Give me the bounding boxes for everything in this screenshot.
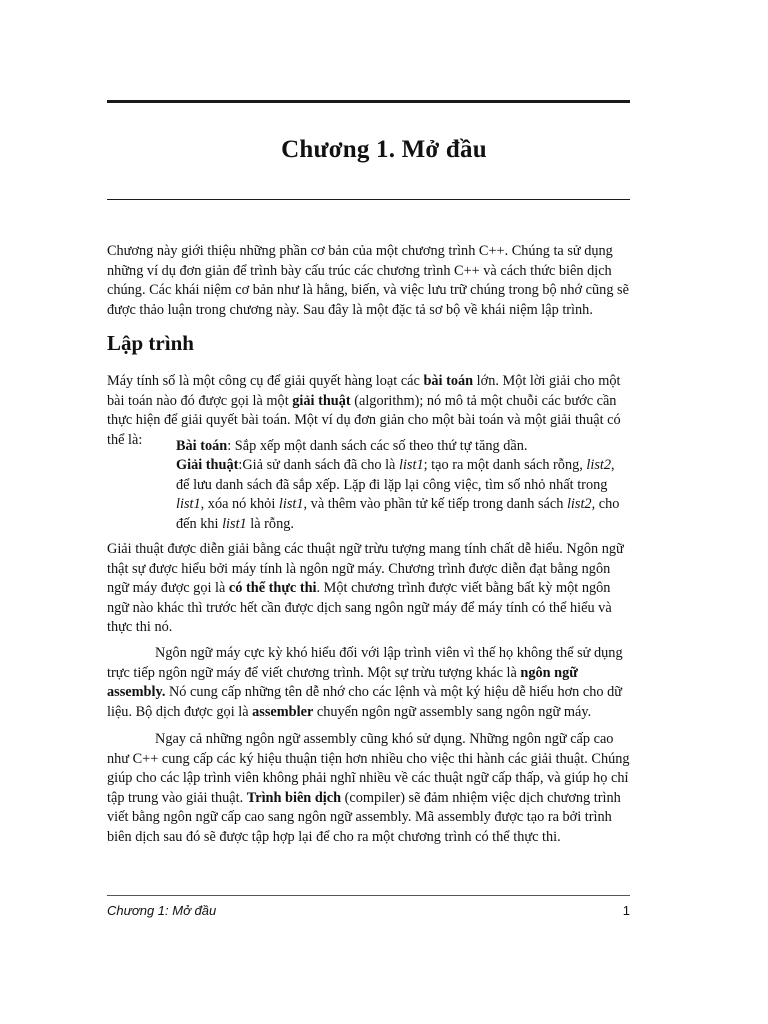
- section-title: Lập trình: [107, 331, 194, 355]
- header-rule-top: [107, 100, 630, 103]
- algorithm-definition: Giải thuật:Giả sử danh sách đã cho là list1; tạo ra một danh sách rỗng, list2, để lưu danh sách đã sắp xếp. Lặp đi lặp lại công việc, tìm số nhỏ nhất trong list1, xóa nó khỏi list1, và thêm vào phần tử kế tiếp trong danh sách list2, cho đến khi list1 là rỗng.: [176, 457, 620, 532]
- problem-definition: Bài toán: Sắp xếp một danh sách các số theo thứ tự tăng dần.: [176, 438, 528, 454]
- footer-page-number: 1: [622, 903, 630, 918]
- algorithm-expression-paragraph: Giải thuật được diễn giải bằng các thuật ngữ trừu tượng mang tính chất dễ hiểu. Ngôn ngữ thật sự được hiểu bởi máy tính là ngôn ngữ máy. Chương trình được diễn đạt bằng ngôn ngữ máy được gọi là có thể thực thi. Một chương trình được viết bằng bất kỳ một ngôn ngữ nào khác thì trước hết cần được dịch sang ngôn ngữ máy để máy tính có thể hiểu và thực thi nó.: [107, 541, 624, 636]
- header-rule-bottom: [107, 199, 630, 200]
- machine-paragraph: Máy tính số là một công cụ để giải quyết hàng loạt các bài toán lớn. Một lời giải cho một bài toán nào đó được gọi là một giải thuật (algorithm); nó mô tả một chuỗi các bước cần thực hiện để giải quyết bài toán. Một ví dụ đơn giản cho một bài toán và một giải thuật có thể là:: [107, 373, 621, 448]
- machine-language-paragraph: Ngôn ngữ máy cực kỳ khó hiểu đối với lập trình viên vì thế họ không thể sử dụng trực tiếp ngôn ngữ máy để viết chương trình. Một sự trừu tượng khác là ngôn ngữ assembly. Nó cung cấp những tên dễ nhớ cho các lệnh và một ký hiệu dễ hiểu hơn cho dữ liệu. Bộ dịch được gọi là assembler chuyển ngôn ngữ assembly sang ngôn ngữ máy.: [107, 645, 623, 720]
- high-level-language-paragraph: Ngay cả những ngôn ngữ assembly cũng khó sử dụng. Những ngôn ngữ cấp cao như C++ cung cấp các ký hiệu thuận tiện hơn nhiều cho việc thi hành các giải thuật. Chúng giúp cho các lập trình viên không phải nghĩ nhiều về các thuật ngữ cấp thấp, và giúp họ chỉ tập trung vào giải thuật. Trình biên dịch (compiler) sẽ đảm nhiệm việc dịch chương trình viết bằng ngôn ngữ cấp cao sang ngôn ngữ assembly. Mã assembly được tạo ra bởi trình biên dịch sau đó sẽ được tập hợp lại để cho ra một chương trình có thể thực thi.: [107, 731, 630, 845]
- footer-chapter-label: Chương 1: Mở đầu: [107, 903, 217, 918]
- intro-paragraph: Chương này giới thiệu những phần cơ bản của một chương trình C++. Chúng ta sử dụng những ví dụ đơn giản để trình bày cấu trúc các chương trình C++ và cách thức biên dịch chúng. Các khái niệm cơ bản như là hằng, biến, và việc lưu trữ chúng trong bộ nhớ cũng sẽ được thảo luận trong chương này. Sau đây là một đặc tả sơ bộ về khái niệm lập trình.: [107, 243, 629, 318]
- footer-rule: [107, 895, 630, 896]
- chapter-title: Chương 1. Mở đầu: [281, 136, 487, 163]
